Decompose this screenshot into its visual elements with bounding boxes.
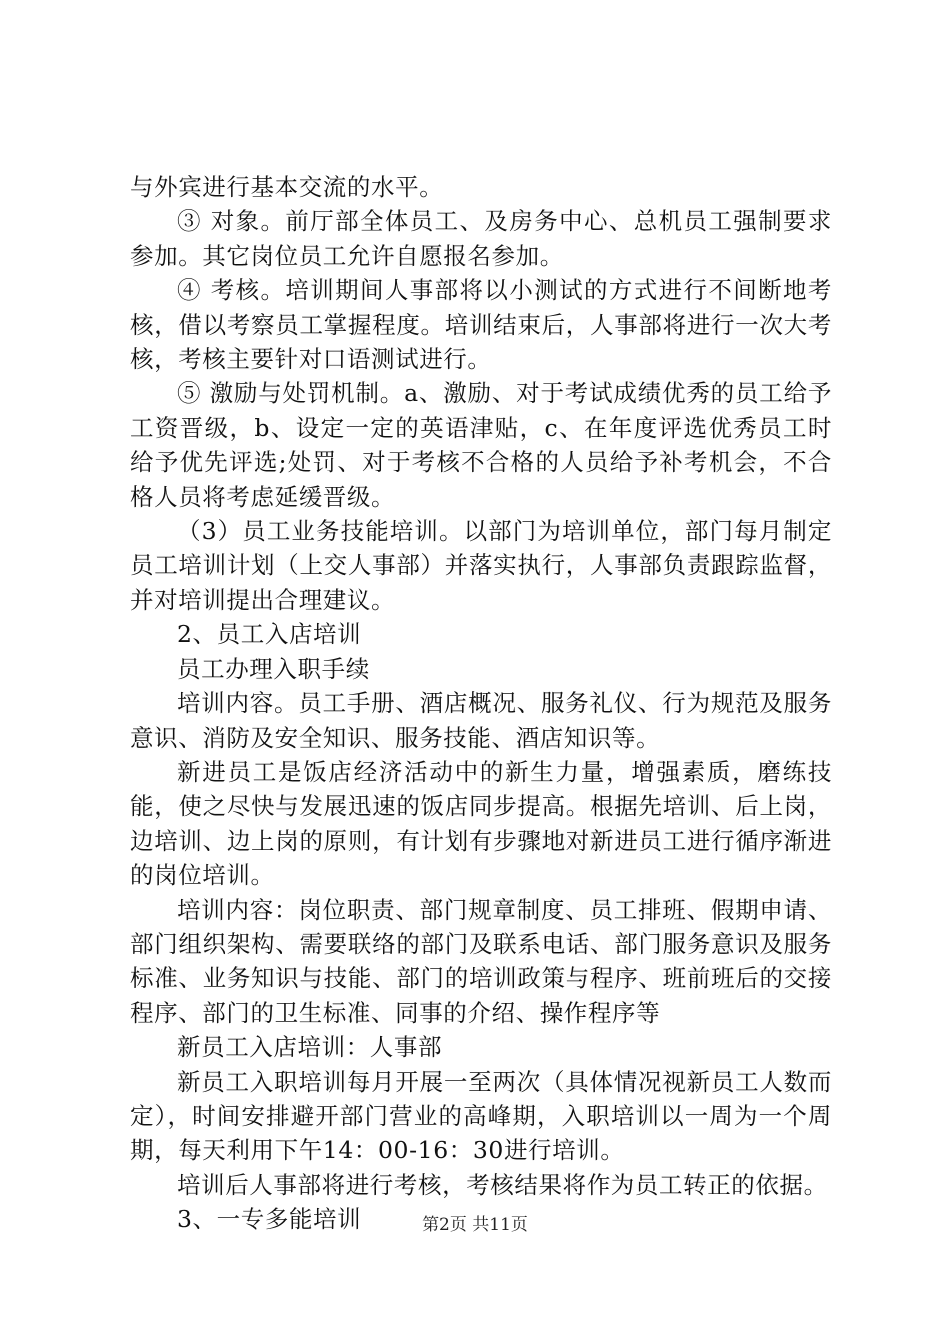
paragraph-10: 培训内容：岗位职责、部门规章制度、员工排班、假期申请、部门组织架构、需要联络的部门及联系电话、部门服务意识及服务标准、业务知识与技能、部门的培训政策与程序、班前班后的交接程序、部门的卫生标准、同事的介绍、操作程序等 (130, 895, 832, 1027)
paragraph-11: 新员工入店培训：人事部 (177, 1033, 443, 1062)
paragraph-5: （3）员工业务技能培训。以部门为培训单位，部门每月制定员工培训计划（上交人事部）并落实执行，人事部负责跟踪监督，并对培训提出合理建议。 (130, 517, 832, 614)
section-heading-3: 3、一专多能培训 (177, 1205, 362, 1234)
paragraph-3: ④ 考核。培训期间人事部将以小测试的方式进行不间断地考核，借以考察员工掌握程度。培训结束后，人事部将进行一次大考核，考核主要针对口语测试进行。 (130, 276, 832, 374)
paragraph-13: 培训后人事部将进行考核，考核结果将作为员工转正的依据。 (177, 1170, 828, 1199)
document-body (130, 170, 832, 1237)
paragraph-7: 员工办理入职手续 (177, 654, 370, 683)
paragraph-9: 新进员工是饭店经济活动中的新生力量，增强素质，磨练技能，使之尽快与发展迅速的饭店同步提高。根据先培训、后上岗，边培训、边上岗的原则，有计划有步骤地对新进员工进行循序渐进的岗位培训。 (130, 757, 832, 890)
paragraph-4: ⑤ 激励与处罚机制。a、激励、对于考试成绩优秀的员工给予工资晋级，b、设定一定的英语津贴，c、在年度评选优秀员工时给予优先评选;处罚、对于考核不合格的人员给予补考机会，不合格人员将考虑延缓晋级。 (130, 379, 832, 511)
section-heading-2: 2、员工入店培训 (177, 620, 362, 649)
paragraph-12: 新员工入职培训每月开展一至两次（具体情况视新员工人数而定），时间安排避开部门营业的高峰期，入职培训以一周为一个周期，每天利用下午14：00-16：30进行培训。 (130, 1067, 832, 1165)
paragraph-1: 与外宾进行基本交流的水平。 (130, 173, 444, 201)
paragraph-2: ③ 对象。前厅部全体员工、及房务中心、总机员工强制要求参加。其它岗位员工允许自愿报名参加。 (130, 207, 832, 270)
page-footer: 第2页 共11页 (422, 1215, 528, 1235)
paragraph-8: 培训内容。员工手册、酒店概况、服务礼仪、行为规范及服务意识、消防及安全知识、服务技能、酒店知识等。 (130, 689, 832, 752)
